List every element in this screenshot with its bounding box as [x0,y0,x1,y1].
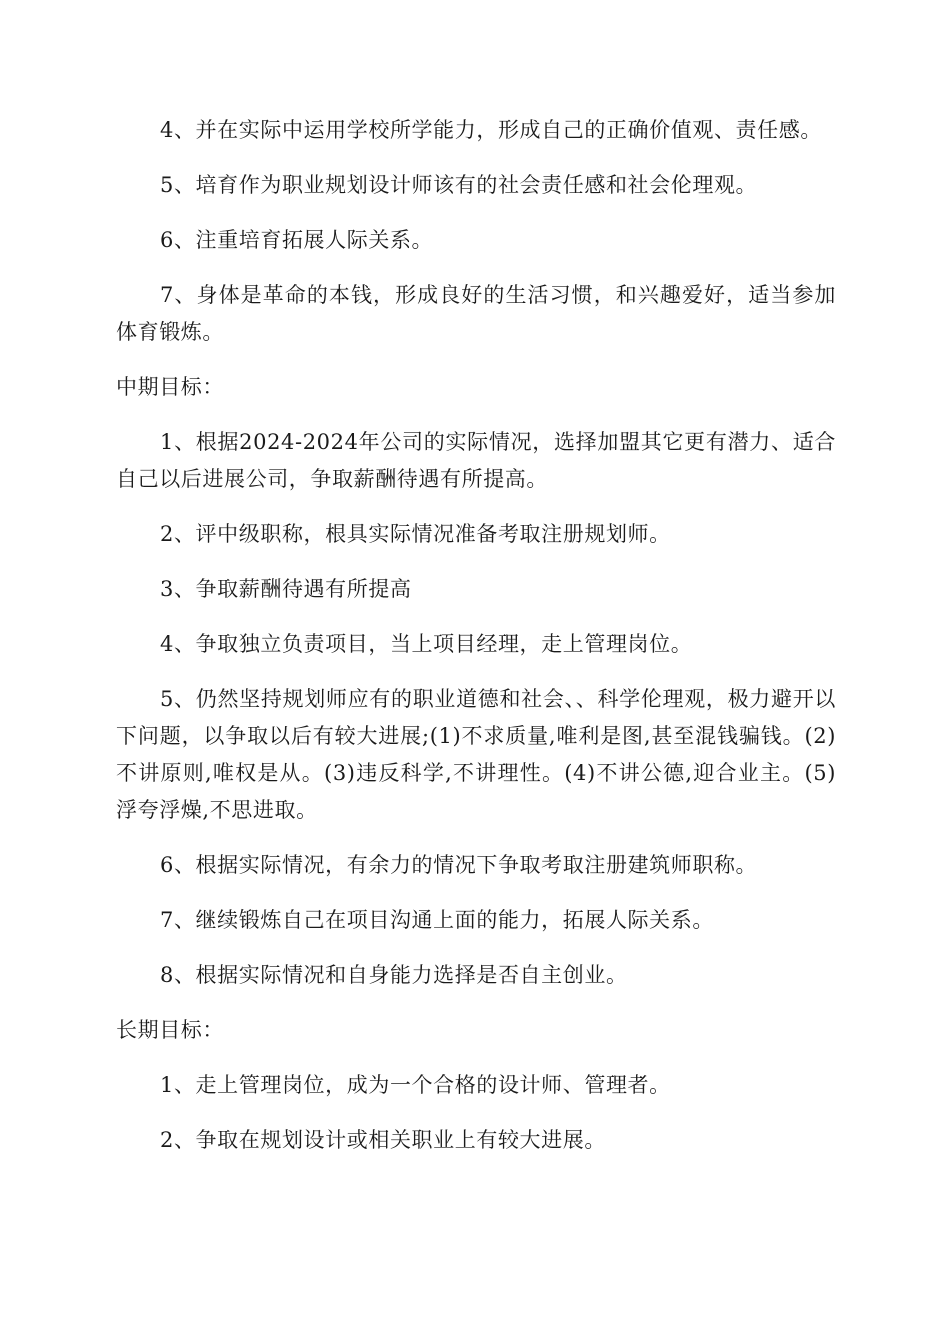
short-term-item-5: 5、培育作为职业规划设计师该有的社会责任感和社会伦理观。 [160,173,758,197]
mid-term-item-4: 4、争取独立负责项目，当上项目经理，走上管理岗位。 [160,632,693,656]
mid-term-item-5: 5、仍然坚持规划师应有的职业道德和社会、、科学伦理观，极力避开以下问题，以争取以后有较大进展;(1)不求质量,唯利是图,甚至混钱骗钱。(2)不讲原则,唯权是从。(3)违反科学,不讲理性。(4)不讲公德,迎合业主。(5)浮夸浮燥,不思进取。 [116,687,836,822]
mid-term-heading: 中期目标： [116,375,224,399]
long-term-item-1: 1、走上管理岗位，成为一个合格的设计师、管理者。 [160,1073,671,1097]
mid-term-item-7: 7、继续锻炼自己在项目沟通上面的能力，拓展人际关系。 [160,908,714,932]
long-term-item-2: 2、争取在规划设计或相关职业上有较大进展。 [160,1128,606,1152]
document-body [116,112,836,1177]
short-term-item-4: 4、并在实际中运用学校所学能力，形成自己的正确价值观、责任感。 [160,118,822,142]
mid-term-item-2: 2、评中级职称，根具实际情况准备考取注册规划师。 [160,522,671,546]
long-term-heading: 长期目标： [116,1018,224,1042]
mid-term-item-8: 8、根据实际情况和自身能力选择是否自主创业。 [160,963,628,987]
mid-term-item-6: 6、根据实际情况，有余力的情况下争取考取注册建筑师职称。 [160,853,758,877]
short-term-item-7: 7、身体是革命的本钱，形成良好的生活习惯，和兴趣爱好，适当参加体育锻炼。 [116,283,836,344]
short-term-item-6: 6、注重培育拓展人际关系。 [160,228,434,252]
mid-term-item-3: 3、争取薪酬待遇有所提高 [160,577,412,601]
mid-term-item-1: 1、根据2024-2024年公司的实际情况，选择加盟其它更有潜力、适合自己以后进展公司，争取薪酬待遇有所提高。 [116,430,836,491]
